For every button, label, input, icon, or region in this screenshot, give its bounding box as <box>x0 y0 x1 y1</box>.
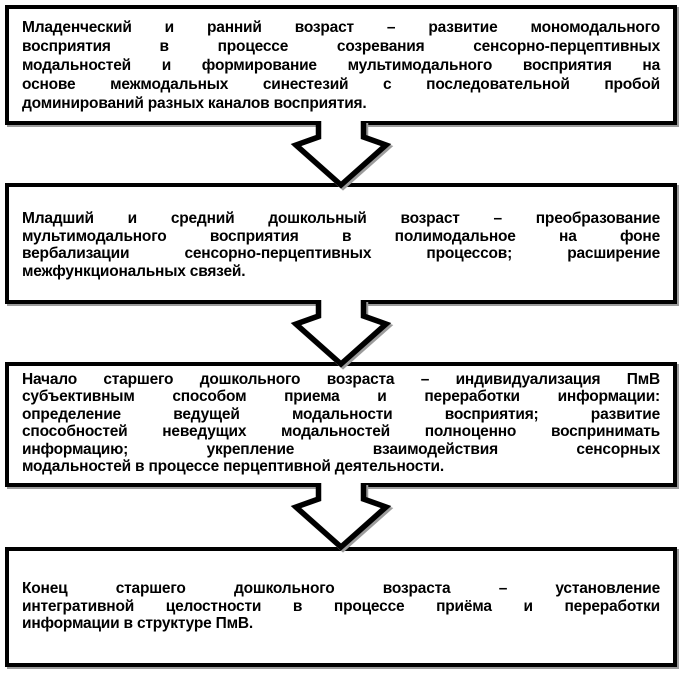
down-arrow-shape <box>296 483 386 547</box>
down-arrow-shape <box>296 121 386 185</box>
text-line: Начало старшего дошкольного возраста – индивидуализация ПмВ <box>22 371 660 388</box>
text-line: Конец старшего дошкольного возраста – установление <box>22 580 660 597</box>
text-line: вербализации сенсорно-перцептивных процессов; расширение <box>22 245 660 262</box>
text-line: мультимодального восприятия в полимодальное на фоне <box>22 227 660 245</box>
text-line: определение ведущей модальности восприятия; развитие <box>22 405 660 423</box>
text-line: доминирований разных каналов восприятия. <box>22 95 367 112</box>
text-line: информацию; укрепление взаимодействия сенсорных <box>22 440 660 458</box>
text-line: способностей неведущих модальностей полноценно воспринимать <box>22 423 660 441</box>
text-line: основе межмодальных синестезий с последовательной пробой <box>22 76 660 93</box>
stage-box-1 <box>5 5 677 125</box>
down-arrow-shape <box>296 300 386 364</box>
stage-box-2 <box>5 183 677 304</box>
down-arrow-icon <box>291 300 391 368</box>
text-line: Младший и средний дошкольный возраст – преобразование <box>22 210 660 227</box>
text-line: субъективным способом приема и переработки информации: <box>22 388 660 406</box>
stage-box-3 <box>5 362 677 487</box>
stage-box-4 <box>5 547 677 667</box>
text-line: межфункциональных связей. <box>22 262 246 280</box>
text-line: интегративной целостности в процессе приёма и переработки <box>22 597 660 615</box>
text-line: восприятия в процессе созревания сенсорно-перцептивных <box>22 38 660 55</box>
down-arrow-icon <box>291 121 391 189</box>
text-line: модальностей и формирование мультимодального восприятия на <box>22 57 660 74</box>
text-line: Младенческий и ранний возраст – развитие мономодального <box>22 19 660 36</box>
down-arrow-icon <box>291 483 391 551</box>
text-line: информации в структуре ПмВ. <box>22 615 253 632</box>
text-line: модальностей в процессе перцептивной деятельности. <box>22 458 444 476</box>
